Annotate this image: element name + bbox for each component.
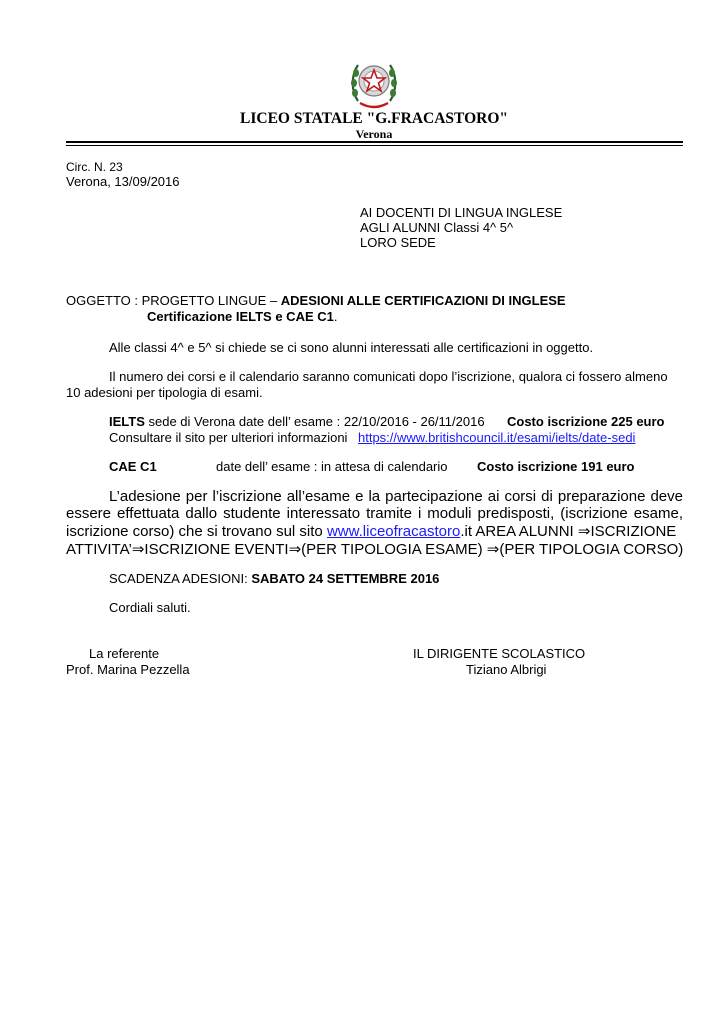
deadline-label: SCADENZA ADESIONI:: [109, 571, 252, 586]
ielts-consult-text: Consultare il sito per ulteriori informazioni: [109, 430, 348, 445]
paragraph-enrollment-line1: L’adesione per l’iscrizione all’esame e la partecipazione ai corsi di preparazione deve: [109, 488, 683, 505]
cae-label: CAE C1: [109, 459, 157, 474]
principal-name: Tiziano Albrigi: [466, 662, 547, 677]
paragraph-enrollment-line4: ATTIVITA’⇒ISCRIZIONE EVENTI⇒(PER TIPOLOGIA ESAME) ⇒(PER TIPOLOGIA CORSO): [66, 541, 684, 558]
cae-dates: date dell’ esame : in attesa di calendario: [216, 459, 448, 474]
circular-number: Circ. N. 23: [66, 160, 123, 174]
closing-greeting: Cordiali saluti.: [109, 600, 191, 615]
ielts-cost: Costo iscrizione 225 euro: [507, 414, 665, 429]
referent-role: La referente: [89, 646, 160, 661]
subject-line: [66, 293, 566, 308]
deadline-line: [109, 571, 439, 586]
subject-title: ADESIONI ALLE CERTIFICAZIONI DI INGLESE: [280, 293, 566, 308]
place-date: Verona, 13/09/2016: [66, 174, 180, 189]
paragraph-enrollment-line3: iscrizione corso) che si trovano sul sito www.liceofracastoro.it AREA ALUNNI ⇒ISCRIZIONE: [66, 523, 677, 540]
british-council-link[interactable]: https://www.britishcouncil.it/esami/ielts/date-sedi: [358, 430, 636, 445]
paragraph-classes: Alle classi 4^ e 5^ si chiede se ci sono alunni interessati alle certificazioni in oggetto.: [109, 340, 594, 355]
recipient-line: LORO SEDE: [360, 235, 436, 250]
school-name: LICEO STATALE "G.FRACASTORO": [240, 110, 508, 127]
subject-prefix: OGGETTO : PROGETTO LINGUE –: [66, 293, 281, 308]
recipient-line: AI DOCENTI DI LINGUA INGLESE: [360, 205, 563, 220]
recipient-line: AGLI ALUNNI Classi 4^ 5^: [360, 220, 514, 235]
ielts-dates: sede di Verona date dell’ esame : 22/10/2016 - 26/11/2016: [144, 414, 485, 429]
school-website-link[interactable]: www.liceofracastoro: [326, 523, 461, 540]
principal-role: IL DIRIGENTE SCOLASTICO: [413, 646, 586, 661]
paragraph-courses-cont: 10 adesioni per tipologia di esami.: [66, 385, 263, 400]
ielts-consult-line: [109, 430, 347, 445]
cae-cost: Costo iscrizione 191 euro: [477, 459, 635, 474]
ielts-line: [109, 414, 485, 429]
header-rule-thick: [66, 141, 683, 143]
subject-line-2: Certificazione IELTS e CAE C1.: [147, 309, 338, 324]
ielts-label: IELTS: [109, 414, 145, 429]
school-city: Verona: [355, 127, 393, 141]
header-rule-thin: [66, 145, 683, 146]
paragraph-courses: Il numero dei corsi e il calendario saranno comunicati dopo l’iscrizione, qualora ci fossero almeno: [109, 369, 668, 384]
italian-republic-emblem: [349, 55, 399, 111]
paragraph-enrollment-line2: essere effettuata dallo studente interessato tramite i moduli predisposti, (iscrizione esame,: [66, 505, 683, 522]
referent-name: Prof. Marina Pezzella: [66, 662, 190, 677]
deadline-value: SABATO 24 SETTEMBRE 2016: [251, 571, 440, 586]
subject-certification: Certificazione IELTS e CAE C1: [147, 309, 334, 324]
